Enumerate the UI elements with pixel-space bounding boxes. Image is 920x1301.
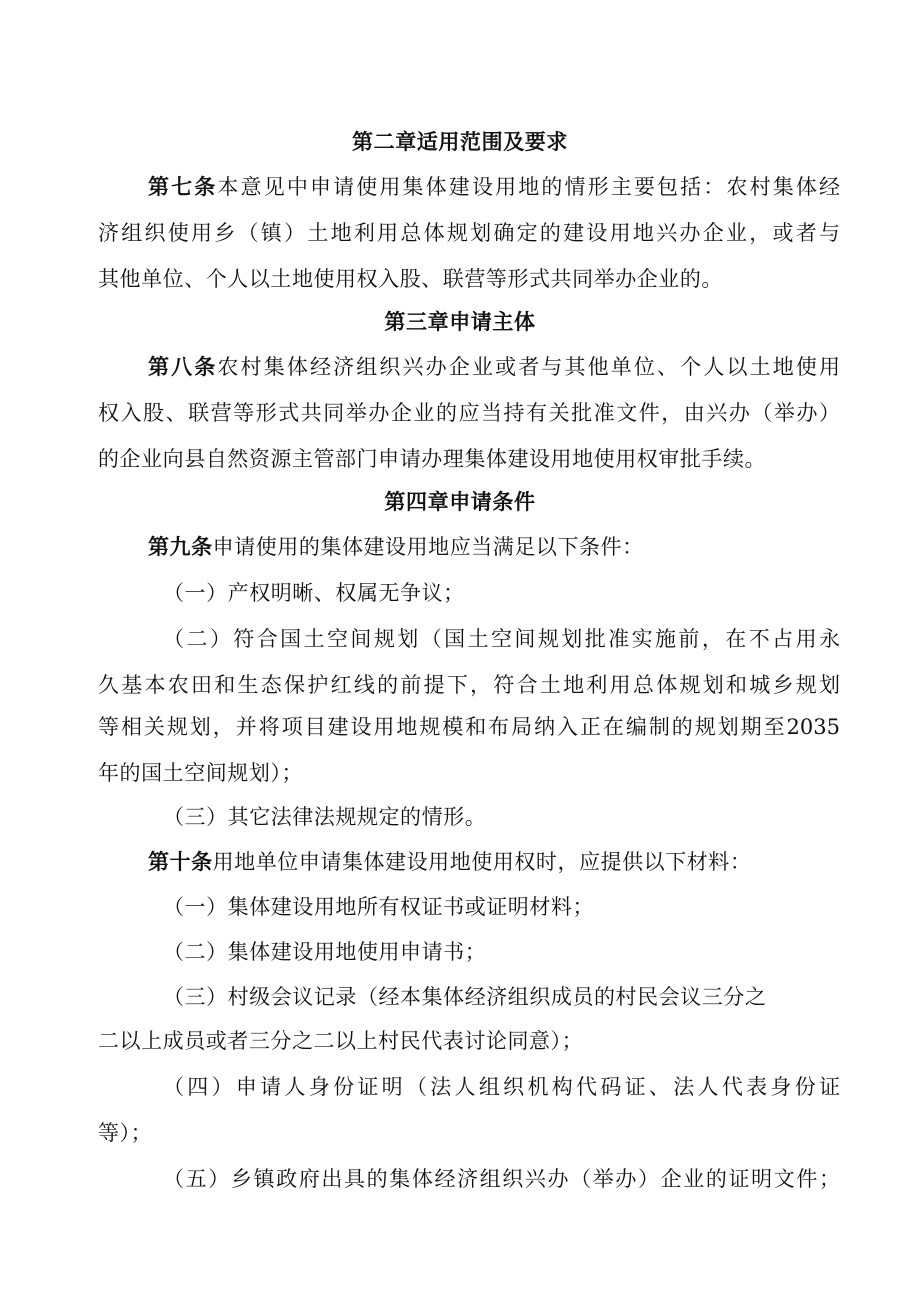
article-9-item-3: （三）其它法律法规规定的情形。 <box>163 805 487 829</box>
article-7-label: 第七条 <box>148 174 218 199</box>
article-8-line-3: 的企业向县自然资源主管部门申请办理集体建设用地使用权审批手续。 <box>98 447 767 471</box>
article-8-line-2: 权入股、联营等形式共同举办企业的应当持有关批准文件，由兴办（举办） <box>98 401 840 425</box>
article-9-item-2-line-1: （二）符合国土空间规划（国土空间规划批准实施前，在不占用永 <box>163 627 840 651</box>
article-10-item-1: （一）集体建设用地所有权证书或证明材料； <box>163 895 594 919</box>
article-9-item-2-line-2: 久基本农田和生态保护红线的前提下，符合土地利用总体规划和城乡规划 <box>98 673 840 697</box>
article-10-item-4-line-1: （四）申请人身份证明（法人组织机构代码证、法人代表身份证 <box>163 1075 840 1099</box>
article-7-line-2: 济组织使用乡（镇）土地利用总体规划确定的建设用地兴办企业，或者与 <box>98 221 840 245</box>
article-8-label: 第八条 <box>148 354 218 379</box>
article-9-item-2-line-3: 等相关规划，并将项目建设用地规模和布局纳入正在编制的规划期至2035 <box>98 715 840 739</box>
article-10-item-3-line-2: 二以上成员或者三分之二以上村民代表讨论同意）； <box>98 1029 584 1053</box>
article-10-item-2: （二）集体建设用地使用申请书； <box>163 940 487 964</box>
article-7-line-3: 其他单位、个人以土地使用权入股、联营等形式共同举办企业的。 <box>98 267 723 291</box>
article-7-line-1: 第七条本意见中申请使用集体建设用地的情形主要包括：农村集体经 <box>148 174 841 199</box>
article-9-item-1: （一）产权明晰、权属无争议； <box>163 581 465 605</box>
article-9-label: 第九条 <box>148 534 213 559</box>
article-10-item-5: （五）乡镇政府出具的集体经济组织兴办（举办）企业的证明文件； <box>163 1167 840 1191</box>
article-10-item-4-line-2: 等）； <box>98 1121 153 1145</box>
article-10-intro: 第十条用地单位申请集体建设用地使用权时，应提供以下材料： <box>148 849 752 874</box>
chapter-3-heading: 第三章申请主体 <box>384 309 536 334</box>
article-9-intro: 第九条申请使用的集体建设用地应当满足以下条件： <box>148 534 644 559</box>
article-9-item-2-line-4: 年的国土空间规划）； <box>98 761 303 785</box>
article-10-item-3-line-1: （三）村级会议记录（经本集体经济组织成员的村民会议三分之 <box>163 985 767 1009</box>
article-8-line-1: 第八条农村集体经济组织兴办企业或者与其他单位、个人以土地使用 <box>148 354 841 379</box>
chapter-4-heading: 第四章申请条件 <box>384 489 536 514</box>
chapter-2-heading: 第二章适用范围及要求 <box>352 129 568 154</box>
article-10-label: 第十条 <box>148 849 213 874</box>
